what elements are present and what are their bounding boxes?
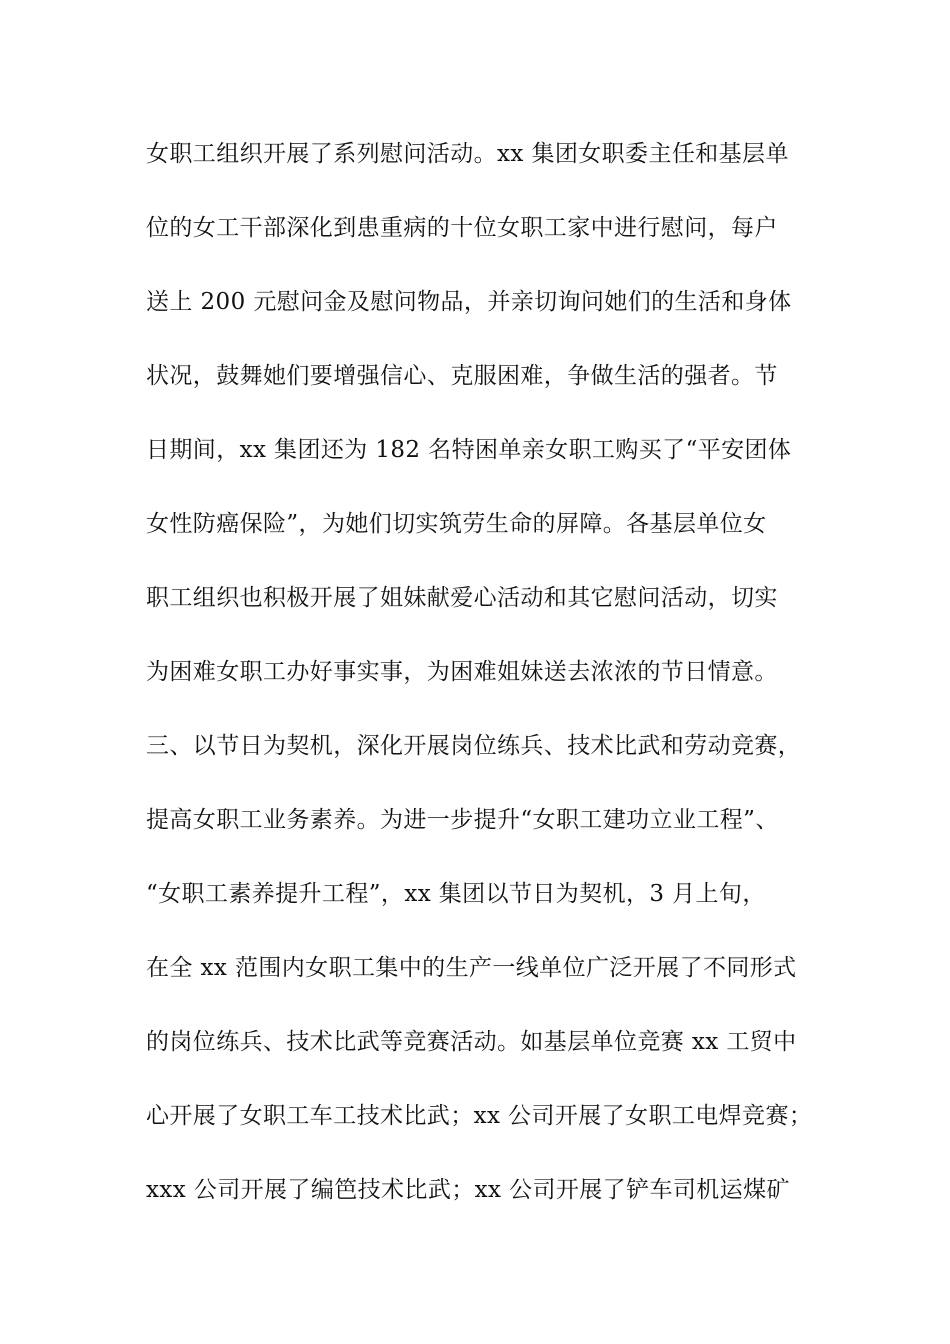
text-line: 为困难女职工办好事实事，为困难姐妹送去浓浓的节日情意。	[146, 659, 778, 685]
text-line: 职工组织也积极开展了姐妹献爱心活动和其它慰问活动，切实	[146, 585, 778, 611]
text-line: 心开展了女职工车工技术比武；xx 公司开展了女职工电焊竞赛；	[146, 1103, 813, 1129]
text-line: “女职工素养提升工程”，xx 集团以节日为契机，3 月上旬，	[146, 881, 766, 907]
text-line: 在全 xx 范围内女职工集中的生产一线单位广泛开展了不同形式	[146, 955, 797, 981]
body-text	[146, 128, 826, 1238]
section-heading-line: 三、以节日为契机，深化开展岗位练兵、技术比武和劳动竞赛，	[146, 733, 802, 759]
text-line: 提高女职工业务素养。为进一步提升“女职工建功立业工程”、	[146, 807, 779, 833]
text-line: 状况，鼓舞她们要增强信心、克服困难，争做生活的强者。节	[146, 363, 778, 389]
text-line: 女性防癌保险”，为她们切实筑劳生命的屏障。各基层单位女	[146, 511, 767, 537]
text-line: xxx 公司开展了编笆技术比武；xx 公司开展了铲车司机运煤矿	[146, 1177, 790, 1203]
text-line: 的岗位练兵、技术比武等竞赛活动。如基层单位竞赛 xx 工贸中	[146, 1029, 797, 1055]
text-line: 女职工组织开展了系列慰问活动。xx 集团女职委主任和基层单	[146, 141, 789, 167]
text-line: 日期间，xx 集团还为 182 名特困单亲女职工购买了“平安团体	[146, 437, 792, 463]
text-line: 位的女工干部深化到患重病的十位女职工家中进行慰问，每户	[146, 215, 778, 241]
text-line: 送上 200 元慰问金及慰问物品，并亲切询问她们的生活和身体	[146, 289, 792, 315]
